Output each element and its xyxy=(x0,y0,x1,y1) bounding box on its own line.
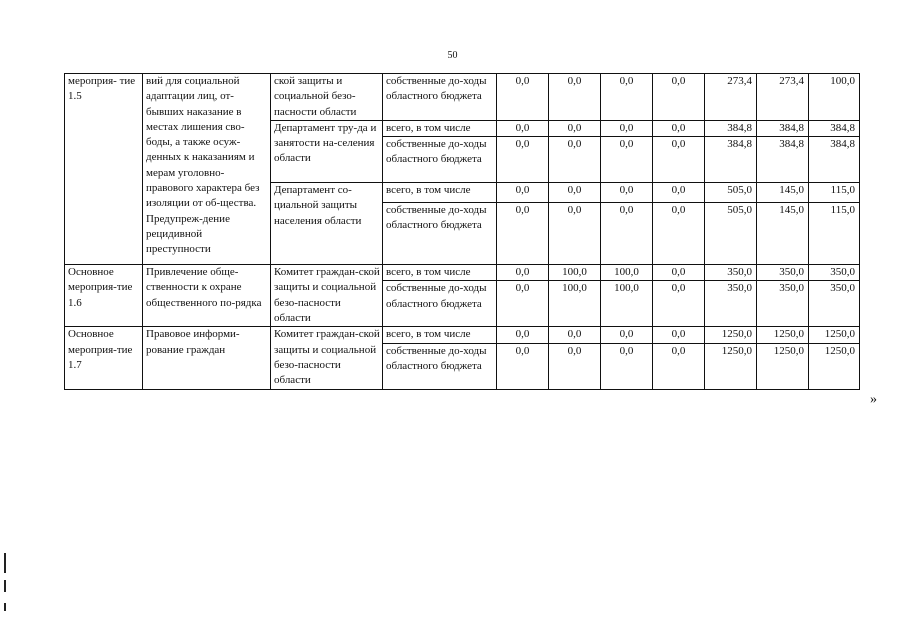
funding-source-cell: всего, в том числе xyxy=(383,265,497,281)
amount-cell: 100,0 xyxy=(549,281,601,327)
amount-cell: 100,0 xyxy=(601,281,653,327)
amount-cell: 0,0 xyxy=(497,327,549,343)
table-row xyxy=(65,265,860,281)
amount-cell: 115,0 xyxy=(809,203,860,265)
amount-cell: 350,0 xyxy=(757,265,809,281)
amount-cell: 0,0 xyxy=(549,74,601,121)
funding-source-cell: собственные до-ходы областного бюджета xyxy=(383,203,497,265)
amount-cell: 0,0 xyxy=(601,183,653,203)
table-row xyxy=(65,74,860,121)
amount-cell: 100,0 xyxy=(549,265,601,281)
measure-name-cell: вий для социальной адаптации лиц, от-бывших наказание в местах лишения сво-боды, а также осуж-денных к наказаниям и мерам уголовно-правового характера без изоляции от об-щества. Предупреж-дение рецидивной преступности xyxy=(143,74,271,265)
amount-cell: 384,8 xyxy=(705,137,757,183)
amount-cell: 0,0 xyxy=(497,265,549,281)
amount-cell: 0,0 xyxy=(549,327,601,343)
executor-cell: Комитет граждан-ской защиты и социальной безо-пасности области xyxy=(271,327,383,389)
amount-cell: 384,8 xyxy=(809,120,860,136)
measure-name-cell: Привлечение обще-ственности к охране общественного по-рядка xyxy=(143,265,271,327)
scan-edge-mark xyxy=(4,603,6,611)
executor-cell: ской защиты и социальной безо-пасности области xyxy=(271,74,383,121)
amount-cell: 505,0 xyxy=(705,203,757,265)
amount-cell: 0,0 xyxy=(653,203,705,265)
amount-cell: 273,4 xyxy=(705,74,757,121)
amount-cell: 145,0 xyxy=(757,183,809,203)
amount-cell: 0,0 xyxy=(653,183,705,203)
table-row xyxy=(65,327,860,343)
measure-number-cell: Основное мероприя-тие 1.7 xyxy=(65,327,143,389)
scan-edge-mark xyxy=(4,553,6,573)
budget-table xyxy=(64,73,860,390)
amount-cell: 350,0 xyxy=(705,265,757,281)
page-number: 50 xyxy=(447,50,458,61)
executor-cell: Департамент со-циальной защиты населения области xyxy=(271,183,383,265)
amount-cell: 1250,0 xyxy=(705,327,757,343)
amount-cell: 145,0 xyxy=(757,203,809,265)
closing-quote-mark: » xyxy=(870,392,877,407)
amount-cell: 0,0 xyxy=(549,203,601,265)
amount-cell: 0,0 xyxy=(497,120,549,136)
amount-cell: 0,0 xyxy=(653,327,705,343)
amount-cell: 1250,0 xyxy=(757,343,809,389)
amount-cell: 0,0 xyxy=(653,281,705,327)
amount-cell: 0,0 xyxy=(653,137,705,183)
amount-cell: 0,0 xyxy=(653,74,705,121)
amount-cell: 384,8 xyxy=(757,120,809,136)
amount-cell: 350,0 xyxy=(757,281,809,327)
scan-edge-mark xyxy=(4,580,6,592)
amount-cell: 100,0 xyxy=(809,74,860,121)
amount-cell: 0,0 xyxy=(497,343,549,389)
measure-name-cell: Правовое информи-рование граждан xyxy=(143,327,271,389)
amount-cell: 0,0 xyxy=(497,74,549,121)
funding-source-cell: всего, в том числе xyxy=(383,183,497,203)
amount-cell: 350,0 xyxy=(705,281,757,327)
amount-cell: 0,0 xyxy=(549,137,601,183)
amount-cell: 115,0 xyxy=(809,183,860,203)
amount-cell: 0,0 xyxy=(549,183,601,203)
amount-cell: 0,0 xyxy=(653,343,705,389)
funding-source-cell: собственные до-ходы областного бюджета xyxy=(383,281,497,327)
executor-cell: Департамент тру-да и занятости на-селения области xyxy=(271,120,383,182)
amount-cell: 0,0 xyxy=(601,120,653,136)
amount-cell: 0,0 xyxy=(497,183,549,203)
amount-cell: 350,0 xyxy=(809,281,860,327)
amount-cell: 273,4 xyxy=(757,74,809,121)
measure-number-cell: Основное мероприя-тие 1.6 xyxy=(65,265,143,327)
amount-cell: 0,0 xyxy=(653,120,705,136)
amount-cell: 0,0 xyxy=(601,327,653,343)
amount-cell: 1250,0 xyxy=(809,343,860,389)
amount-cell: 0,0 xyxy=(549,120,601,136)
amount-cell: 384,8 xyxy=(705,120,757,136)
funding-source-cell: всего, в том числе xyxy=(383,120,497,136)
amount-cell: 100,0 xyxy=(601,265,653,281)
funding-source-cell: всего, в том числе xyxy=(383,327,497,343)
amount-cell: 0,0 xyxy=(497,281,549,327)
amount-cell: 1250,0 xyxy=(705,343,757,389)
amount-cell: 0,0 xyxy=(601,343,653,389)
funding-source-cell: собственные до-ходы областного бюджета xyxy=(383,343,497,389)
amount-cell: 0,0 xyxy=(601,74,653,121)
amount-cell: 0,0 xyxy=(653,265,705,281)
amount-cell: 350,0 xyxy=(809,265,860,281)
executor-cell: Комитет граждан-ской защиты и социальной безо-пасности области xyxy=(271,265,383,327)
amount-cell: 0,0 xyxy=(601,203,653,265)
amount-cell: 0,0 xyxy=(549,343,601,389)
amount-cell: 505,0 xyxy=(705,183,757,203)
amount-cell: 1250,0 xyxy=(757,327,809,343)
amount-cell: 0,0 xyxy=(601,137,653,183)
funding-source-cell: собственные до-ходы областного бюджета xyxy=(383,137,497,183)
funding-source-cell: собственные до-ходы областного бюджета xyxy=(383,74,497,121)
amount-cell: 384,8 xyxy=(809,137,860,183)
amount-cell: 1250,0 xyxy=(809,327,860,343)
amount-cell: 384,8 xyxy=(757,137,809,183)
measure-number-cell: мероприя- тие 1.5 xyxy=(65,74,143,265)
amount-cell: 0,0 xyxy=(497,203,549,265)
amount-cell: 0,0 xyxy=(497,137,549,183)
